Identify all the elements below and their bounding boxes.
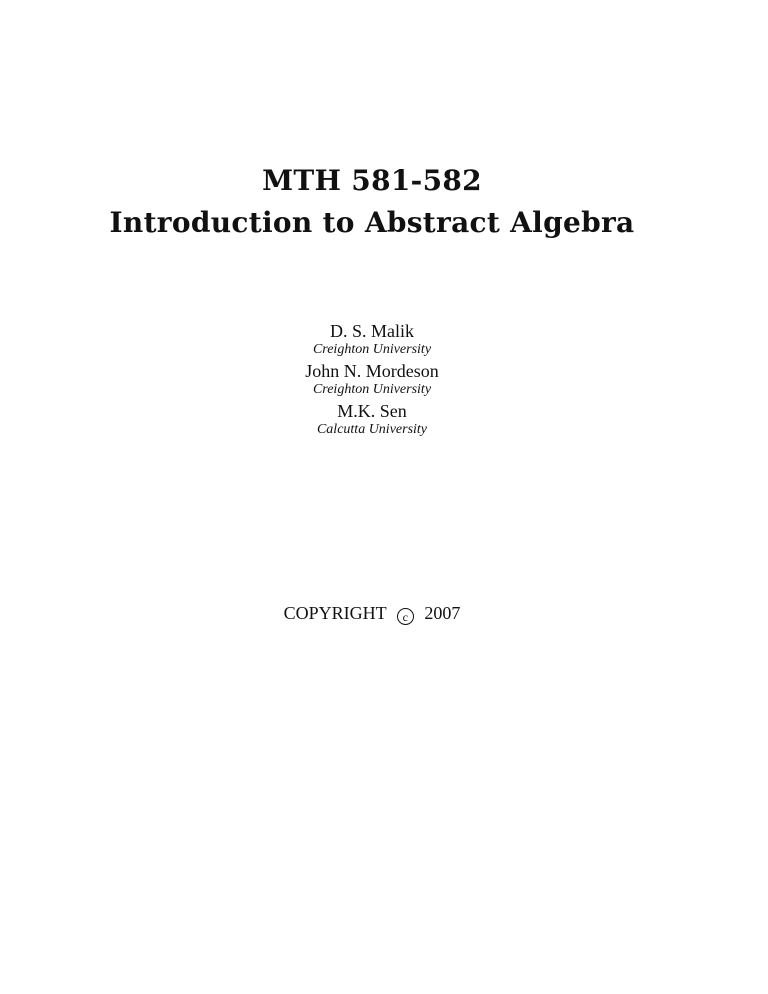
author-affiliation: Creighton University bbox=[312, 342, 432, 357]
author-name: M.K. Sen bbox=[337, 401, 407, 421]
book-title: Introduction to Abstract Algebra bbox=[109, 206, 635, 239]
author-entry bbox=[0, 400, 744, 438]
author-list bbox=[0, 320, 744, 440]
author-entry bbox=[0, 320, 744, 358]
copyright-icon: c bbox=[397, 608, 414, 625]
author-name: John N. Mordeson bbox=[305, 361, 439, 381]
title-block bbox=[0, 160, 744, 244]
course-code: MTH 581-582 bbox=[262, 164, 482, 197]
author-entry bbox=[0, 360, 744, 398]
copyright-year: 2007 bbox=[424, 603, 461, 623]
author-affiliation: Calcutta University bbox=[316, 422, 428, 437]
author-affiliation: Creighton University bbox=[312, 382, 432, 397]
author-name: D. S. Malik bbox=[329, 321, 414, 341]
copyright-label: COPYRIGHT bbox=[283, 603, 387, 623]
copyright-notice bbox=[0, 602, 744, 625]
